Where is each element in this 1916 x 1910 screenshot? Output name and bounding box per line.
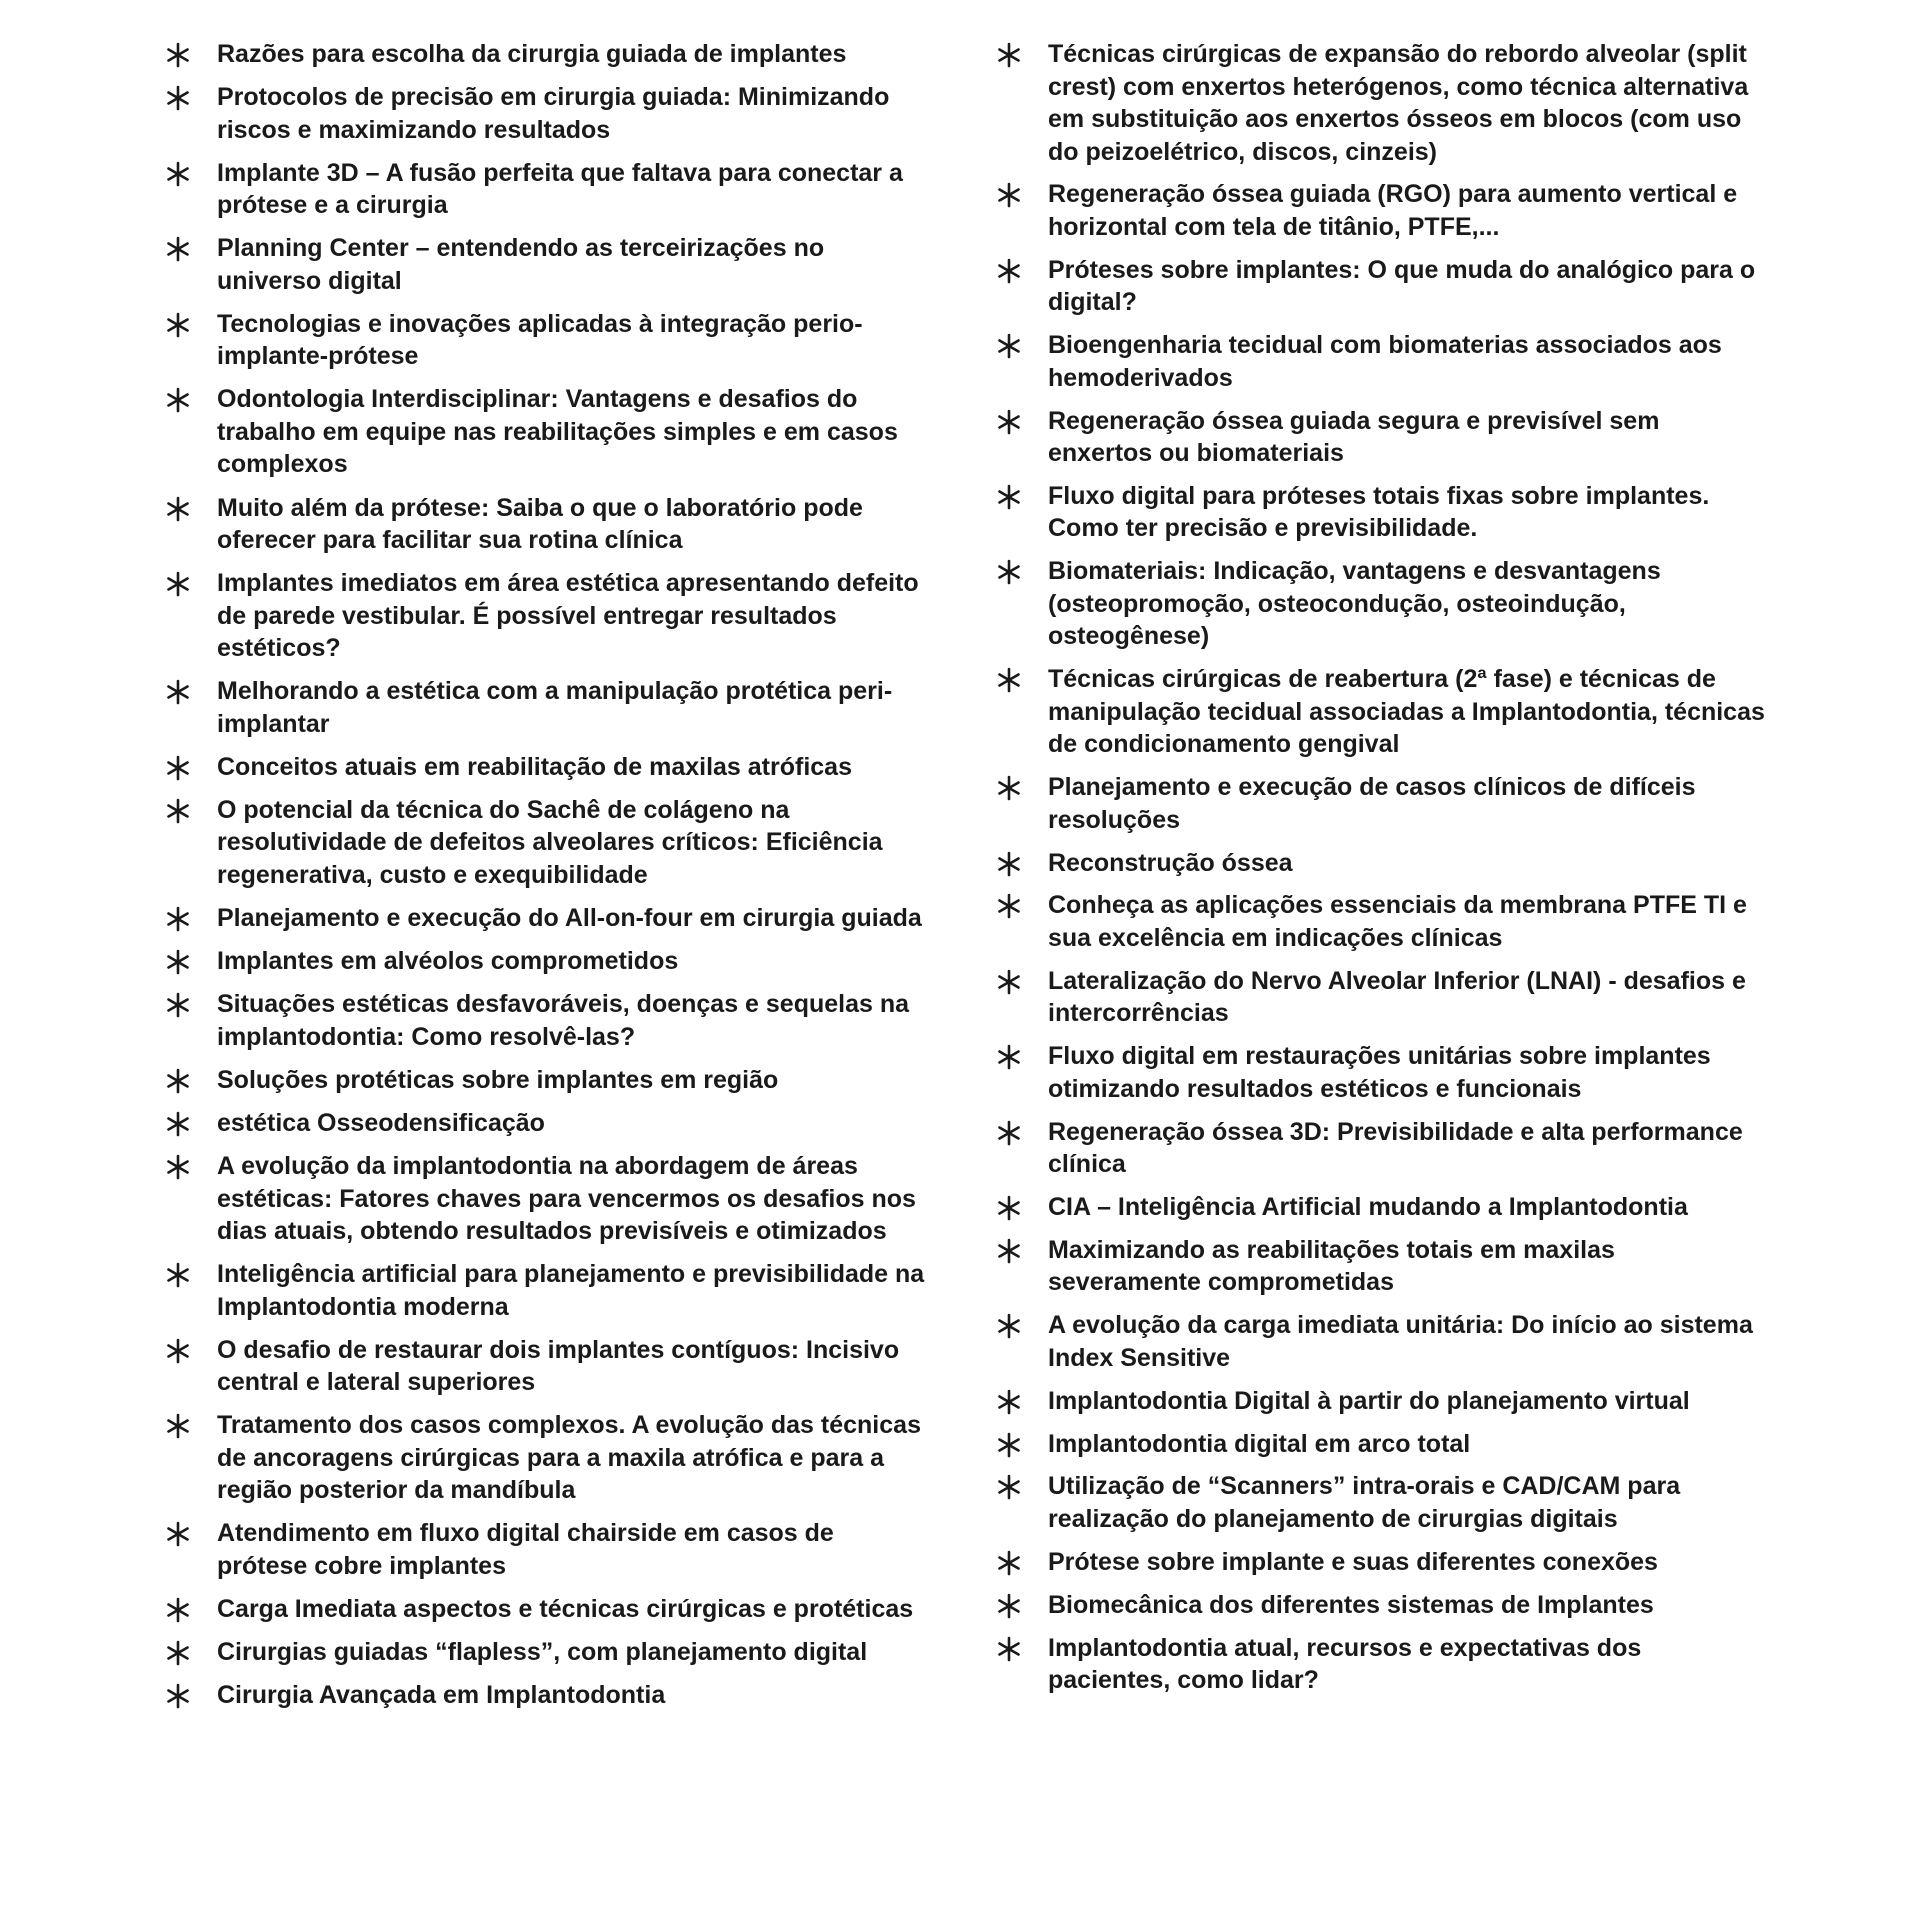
asterisk-icon (996, 484, 1022, 510)
asterisk-icon (996, 1636, 1022, 1662)
topic-item (165, 383, 925, 481)
topic-item (996, 1234, 1766, 1299)
topic-text: Tratamento dos casos complexos. A evolução das técnicas de ancoragens cirúrgicas para a maxila atrófica e para a região posterior da mandíbula (217, 1411, 921, 1505)
asterisk-icon (996, 559, 1022, 585)
topic-item (996, 178, 1766, 243)
topic-list-right (996, 38, 1766, 1707)
asterisk-icon (996, 969, 1022, 995)
topic-text: Implantodontia Digital à partir do planejamento virtual (1048, 1386, 1690, 1415)
asterisk-icon (165, 679, 191, 705)
topic-item (996, 555, 1766, 653)
asterisk-icon (996, 667, 1022, 693)
topic-text: Planejamento e execução do All-on-four em cirurgia guiada (217, 904, 922, 933)
topic-item (996, 965, 1766, 1030)
topic-item (996, 771, 1766, 836)
topic-text: Situações estéticas desfavoráveis, doenças e sequelas na implantodontia: Como resolvê-las? (217, 990, 910, 1051)
asterisk-icon (996, 1474, 1022, 1500)
topic-item (165, 988, 925, 1053)
topic-text: Cirurgias guiadas “flapless”, com planejamento digital (217, 1638, 868, 1667)
topic-text: Atendimento em fluxo digital chairside em casos de prótese cobre implantes (217, 1519, 834, 1580)
topic-text: Conceitos atuais em reabilitação de maxilas atróficas (217, 752, 852, 781)
topic-text: Implantes imediatos em área estética apresentando defeito de parede vestibular. É possível entregar resultados estéticos? (217, 569, 919, 663)
asterisk-icon (165, 906, 191, 932)
topic-text: A evolução da carga imediata unitária: Do início ao sistema Index Sensitive (1048, 1311, 1753, 1372)
asterisk-icon (996, 775, 1022, 801)
topic-item (996, 847, 1766, 880)
topic-text: Fluxo digital para próteses totais fixas sobre implantes. Como ter precisão e previsibilidade. (1048, 481, 1710, 543)
topic-item (165, 38, 925, 71)
topic-text: Implantes em alvéolos comprometidos (217, 947, 679, 976)
topic-item (996, 254, 1766, 319)
topic-text: Regeneração óssea guiada (RGO) para aumento vertical e horizontal com tela de titânio, PTFE,... (1048, 180, 1738, 241)
topic-item (165, 794, 925, 892)
topic-item (996, 1385, 1766, 1418)
topic-text: Melhorando a estética com a manipulação protética peri-implantar (217, 677, 893, 738)
asterisk-icon (165, 42, 191, 68)
topic-item (165, 1334, 925, 1399)
asterisk-icon (996, 182, 1022, 208)
asterisk-icon (996, 1389, 1022, 1415)
topic-text: Razões para escolha da cirurgia guiada de implantes (217, 40, 847, 68)
topic-item (165, 1679, 925, 1712)
topic-item (165, 902, 925, 935)
topic-text: A evolução da implantodontia na abordagem de áreas estéticas: Fatores chaves para vencermos os desafios nos dias atuais, obtendo resultados previsíveis e otimizados (217, 1152, 916, 1245)
asterisk-icon (165, 1111, 191, 1137)
topic-item (996, 1470, 1766, 1535)
topic-item (165, 1064, 925, 1097)
topic-text: Tecnologias e inovações aplicadas à integração perio-implante-prótese (217, 309, 863, 371)
topic-text: Muito além da prótese: Saiba o que o laboratório pode oferecer para facilitar sua rotina clínica (217, 493, 863, 555)
topic-text: CIA – Inteligência Artificial mudando a Implantodontia (1048, 1192, 1688, 1221)
topic-item (165, 232, 925, 297)
asterisk-icon (165, 387, 191, 413)
asterisk-icon (165, 1640, 191, 1666)
topic-text: Protocolos de precisão em cirurgia guiada: Minimizando riscos e maximizando resultados (217, 83, 890, 144)
topic-text: Cirurgia Avançada em Implantodontia (217, 1681, 666, 1710)
topic-item (996, 1191, 1766, 1224)
topic-text: Implantodontia digital em arco total (1048, 1429, 1471, 1458)
topic-text: Reconstrução óssea (1048, 848, 1293, 877)
asterisk-icon (996, 851, 1022, 877)
topic-item (165, 567, 925, 665)
asterisk-icon (165, 1154, 191, 1180)
topic-text: Inteligência artificial para planejamento e previsibilidade na Implantodontia moderna (217, 1260, 925, 1321)
topic-item (996, 1309, 1766, 1374)
topic-text: Implantodontia atual, recursos e expectativas dos pacientes, como lidar? (1048, 1633, 1642, 1695)
topic-item (996, 405, 1766, 470)
asterisk-icon (165, 1068, 191, 1094)
asterisk-icon (996, 258, 1022, 284)
topic-item (165, 492, 925, 557)
topic-item (165, 675, 925, 740)
topic-item (165, 1517, 925, 1582)
topic-list-left (165, 38, 925, 1722)
topic-item (996, 480, 1766, 545)
topic-item (996, 889, 1766, 954)
topic-text: Biomecânica dos diferentes sistemas de Implantes (1048, 1590, 1654, 1619)
asterisk-icon (996, 1593, 1022, 1619)
topic-text: Fluxo digital em restaurações unitárias sobre implantes otimizando resultados estéticos e funcionais (1048, 1042, 1711, 1103)
asterisk-icon (996, 409, 1022, 435)
asterisk-icon (165, 1413, 191, 1439)
topic-item (996, 1632, 1766, 1697)
asterisk-icon (165, 992, 191, 1018)
asterisk-icon (996, 1238, 1022, 1264)
topic-item (996, 329, 1766, 394)
topic-item (165, 1107, 925, 1140)
asterisk-icon (996, 1120, 1022, 1146)
topic-item (996, 1589, 1766, 1622)
asterisk-icon (996, 1550, 1022, 1576)
topic-text: Maximizando as reabilitações totais em maxilas severamente comprometidas (1048, 1235, 1615, 1297)
topic-item (165, 308, 925, 373)
asterisk-icon (165, 949, 191, 975)
asterisk-icon (165, 571, 191, 597)
topic-text: Planning Center – entendendo as terceirizações no universo digital (217, 234, 825, 295)
topic-text: Bioengenharia tecidual com biomaterias associados aos hemoderivados (1048, 331, 1722, 392)
topic-item (996, 38, 1766, 168)
asterisk-icon (165, 1262, 191, 1288)
asterisk-icon (165, 236, 191, 262)
topic-text: Regeneração óssea guiada segura e previsível sem enxertos ou biomateriais (1048, 406, 1660, 468)
topic-item (165, 81, 925, 146)
topic-item (165, 1409, 925, 1507)
asterisk-icon (996, 1313, 1022, 1339)
topic-text: Regeneração óssea 3D: Previsibilidade e alta performance clínica (1048, 1117, 1743, 1179)
asterisk-icon (996, 893, 1022, 919)
topic-item (996, 1546, 1766, 1579)
topic-text: Lateralização do Nervo Alveolar Inferior (LNAI) - desafios e intercorrências (1048, 966, 1746, 1028)
topic-item (996, 1428, 1766, 1461)
topic-text: Técnicas cirúrgicas de expansão do rebordo alveolar (split crest) com enxertos heterógenos, como técnica alternativa em substituição aos enxertos ósseos em blocos (com uso do peizoelétrico, discos, cinzeis) (1048, 40, 1749, 166)
topic-text: Biomateriais: Indicação, vantagens e desvantagens (osteopromoção, osteocondução, osteoindução, osteogênese) (1048, 557, 1661, 651)
asterisk-icon (165, 85, 191, 111)
topic-text: Soluções protéticas sobre implantes em região (217, 1065, 779, 1094)
topic-item (165, 1258, 925, 1323)
topic-item (165, 157, 925, 222)
topic-text: Carga Imediata aspectos e técnicas cirúrgicas e protéticas (217, 1594, 914, 1623)
topic-item (996, 1040, 1766, 1105)
topic-item (165, 945, 925, 978)
topic-item (165, 1150, 925, 1248)
topic-text: Odontologia Interdisciplinar: Vantagens e desafios do trabalho em equipe nas reabilitações simples e em casos complexos (217, 385, 898, 479)
topic-text: O desafio de restaurar dois implantes contíguos: Incisivo central e lateral superiores (217, 1335, 900, 1397)
topic-text: Implante 3D – A fusão perfeita que faltava para conectar a prótese e a cirurgia (217, 158, 903, 220)
asterisk-icon (165, 1521, 191, 1547)
asterisk-icon (165, 755, 191, 781)
asterisk-icon (165, 1683, 191, 1709)
topic-text: Próteses sobre implantes: O que muda do analógico para o digital? (1048, 255, 1756, 317)
topic-text: Prótese sobre implante e suas diferentes conexões (1048, 1547, 1658, 1576)
asterisk-icon (165, 1597, 191, 1623)
topic-item (996, 663, 1766, 761)
asterisk-icon (165, 1338, 191, 1364)
topic-item (996, 1116, 1766, 1181)
asterisk-icon (165, 798, 191, 824)
asterisk-icon (165, 496, 191, 522)
topic-text: Conheça as aplicações essenciais da membrana PTFE TI e sua excelência em indicações clínicas (1048, 891, 1747, 952)
topic-item (165, 1636, 925, 1669)
asterisk-icon (996, 1195, 1022, 1221)
asterisk-icon (165, 161, 191, 187)
asterisk-icon (996, 42, 1022, 68)
topic-text: Planejamento e execução de casos clínicos de difíceis resoluções (1048, 773, 1696, 834)
asterisk-icon (996, 333, 1022, 359)
topic-item (165, 1593, 925, 1626)
asterisk-icon (996, 1432, 1022, 1458)
asterisk-icon (165, 312, 191, 338)
topic-text: O potencial da técnica do Sachê de colágeno na resolutividade de defeitos alveolares críticos: Eficiência regenerativa, custo e exequibilidade (217, 795, 883, 889)
asterisk-icon (996, 1044, 1022, 1070)
topic-item (165, 751, 925, 784)
topic-text: Técnicas cirúrgicas de reabertura (2ª fase) e técnicas de manipulação tecidual associadas a Implantodontia, técnicas de condicionamento gengival (1048, 665, 1765, 759)
topic-text: estética Osseodensificação (217, 1108, 545, 1137)
topic-text: Utilização de “Scanners” intra-orais e CAD/CAM para realização do planejamento de cirurgias digitais (1048, 1472, 1681, 1533)
